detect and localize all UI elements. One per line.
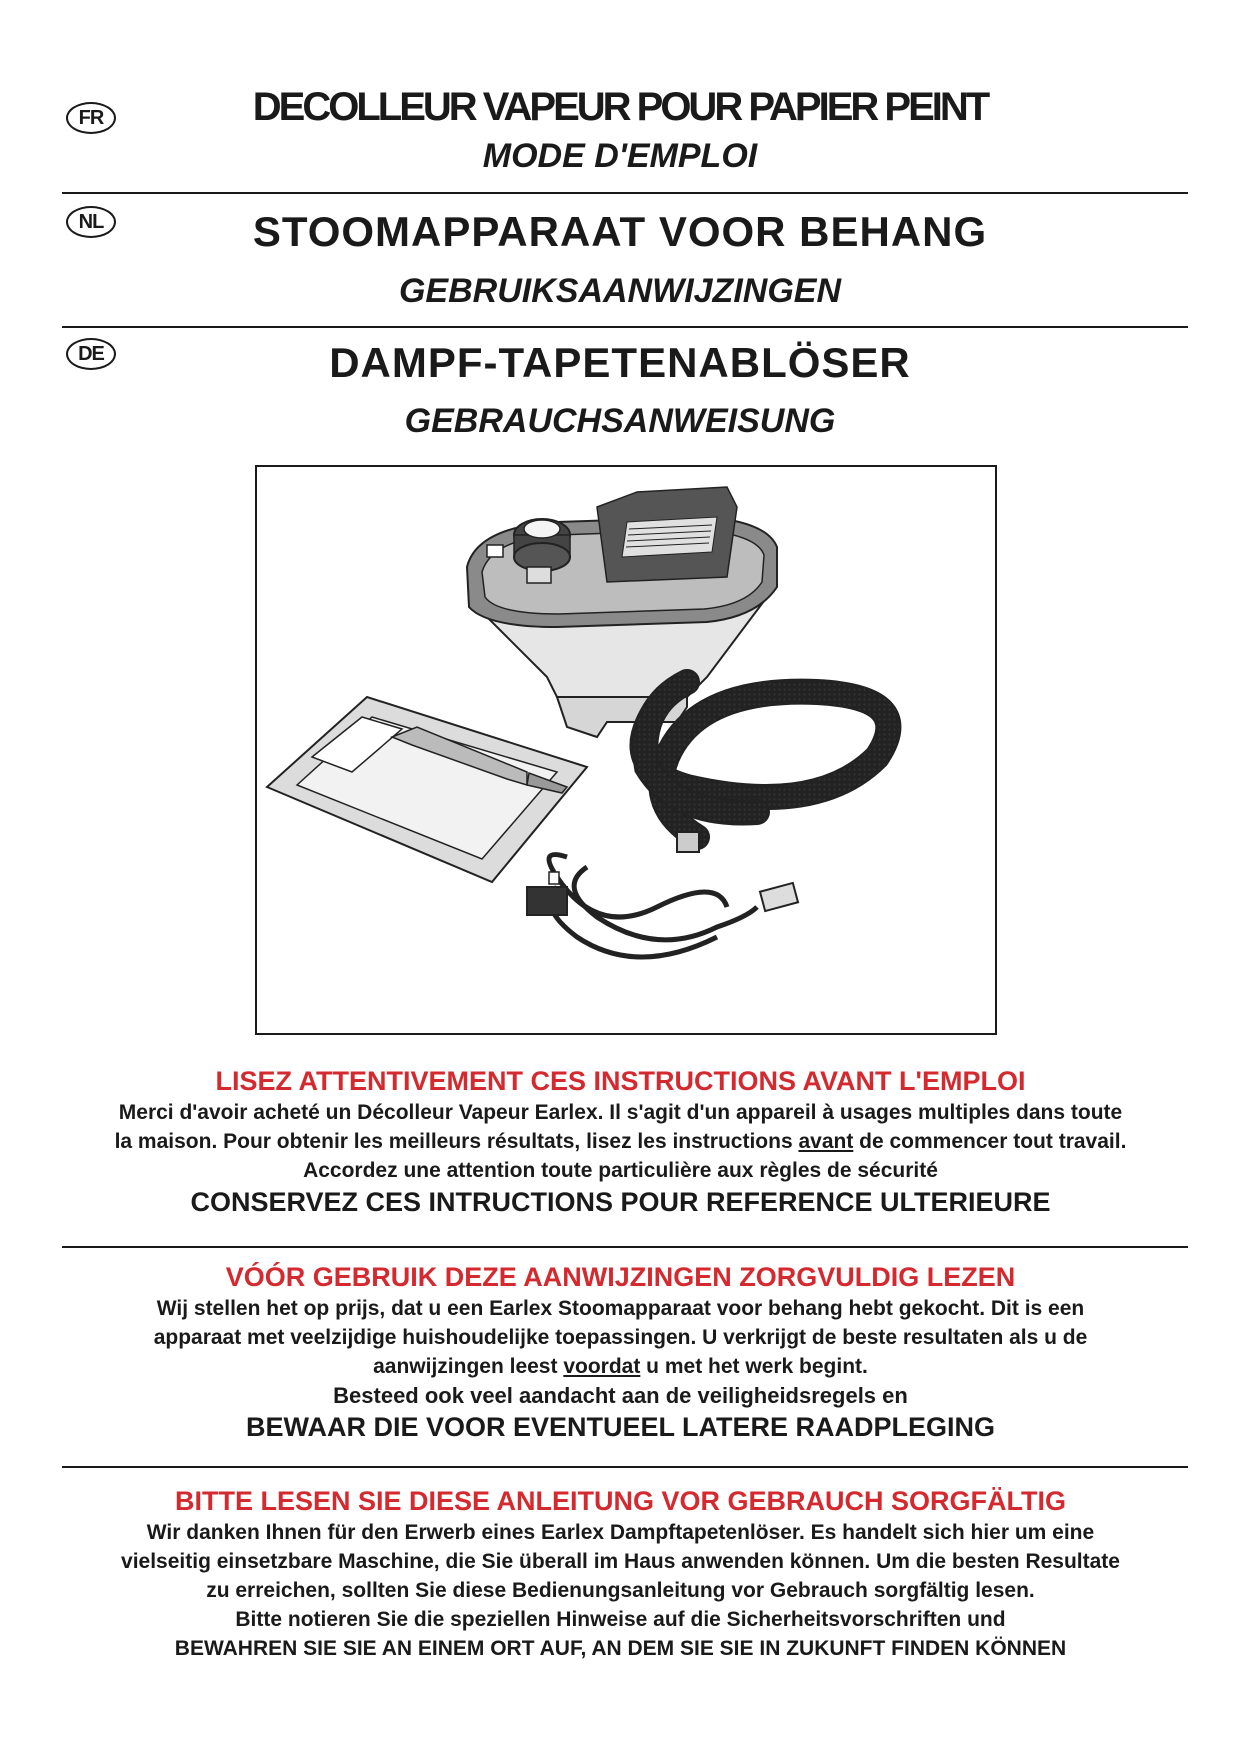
language-badge-fr: FR <box>66 102 116 134</box>
title-nl: STOOMAPPARAAT VOOR BEHANG <box>252 208 988 255</box>
divider <box>62 326 1188 328</box>
title-fr: DECOLLEUR VAPEUR POUR PAPIER PEINT <box>252 85 988 129</box>
text-line-caps: BEWAHREN SIE SIE AN EINEM ORT AUF, AN DEM SIE SIE IN ZUKUNFT FINDEN KÖNNEN <box>174 1637 1067 1660</box>
text-line: Accordez une attention toute particulière aux règles de sécurité <box>303 1159 938 1182</box>
divider <box>62 192 1188 194</box>
text-line <box>40 1127 1201 1156</box>
heading-de: BITTE LESEN SIE DIESE ANLEITUNG VOR GEBRAUCH SORGFÄLTIG <box>174 1486 1067 1516</box>
instructions-de <box>40 1484 1201 1664</box>
title-de: DAMPF-TAPETENABLÖSER <box>329 339 911 386</box>
product-drawing <box>257 467 995 1033</box>
instructions-nl <box>40 1260 1201 1444</box>
text-line-caps: BEWAAR DIE VOOR EVENTUEEL LATERE RAADPLEGING <box>245 1412 996 1442</box>
text-line-caps: CONSERVEZ CES INTRUCTIONS POUR REFERENCE ULTERIEURE <box>190 1187 1051 1217</box>
subtitle-de: GEBRAUCHSANWEISUNG <box>404 402 836 440</box>
subtitle-fr: MODE D'EMPLOI <box>482 137 758 175</box>
text-line: Merci d'avoir acheté un Décolleur Vapeur Earlex. Il s'agit d'un appareil à usages multiples dans toute <box>118 1101 1123 1124</box>
text-line <box>40 1352 1201 1381</box>
text-fragment: la maison. Pour obtenir les meilleurs résultats, lisez les instructions <box>114 1130 799 1153</box>
text-line: vielseitig einsetzbare Maschine, die Sie überall im Haus anwenden können. Um die besten Resultate <box>121 1550 1120 1573</box>
text-line: zu erreichen, sollten Sie diese Bedienungsanleitung vor Gebrauch sorgfältig lesen. <box>206 1579 1035 1602</box>
power-cable-icon <box>527 855 798 958</box>
instructions-fr <box>40 1064 1201 1219</box>
emphasis-underline: voordat <box>563 1355 641 1378</box>
heading-fr: LISEZ ATTENTIVEMENT CES INSTRUCTIONS AVANT L'EMPLOI <box>215 1066 1026 1096</box>
text-line: Besteed ook veel aandacht aan de veiligheidsregels en <box>333 1383 908 1408</box>
text-line: Bitte notieren Sie die speziellen Hinweise auf die Sicherheitsvorschriften und <box>235 1608 1006 1631</box>
text-line: apparaat met veelzijdige huishoudelijke toepassingen. U verkrijgt de beste resultaten als u de <box>153 1326 1088 1349</box>
text-line: Wij stellen het op prijs, dat u een Earlex Stoomapparaat voor behang hebt gekocht. Dit is een <box>156 1297 1085 1320</box>
text-fragment: u met het werk begint. <box>640 1355 868 1378</box>
product-illustration <box>255 465 997 1035</box>
steam-plate-icon <box>267 697 587 882</box>
divider <box>62 1246 1188 1248</box>
emphasis-underline: avant <box>798 1130 854 1153</box>
heading-nl: VÓÓR GEBRUIK DEZE AANWIJZINGEN ZORGVULDIG LEZEN <box>225 1262 1016 1292</box>
subtitle-nl: GEBRUIKSAANWIJZINGEN <box>398 272 842 310</box>
text-fragment: de commencer tout travail. <box>853 1130 1127 1153</box>
text-fragment: aanwijzingen leest <box>373 1355 564 1378</box>
divider <box>62 1466 1188 1468</box>
language-badge-de: DE <box>66 338 116 370</box>
text-line: Wir danken Ihnen für den Erwerb eines Earlex Dampftapetenlöser. Es handelt sich hier um eine <box>146 1521 1095 1544</box>
language-badge-nl: NL <box>66 206 116 238</box>
